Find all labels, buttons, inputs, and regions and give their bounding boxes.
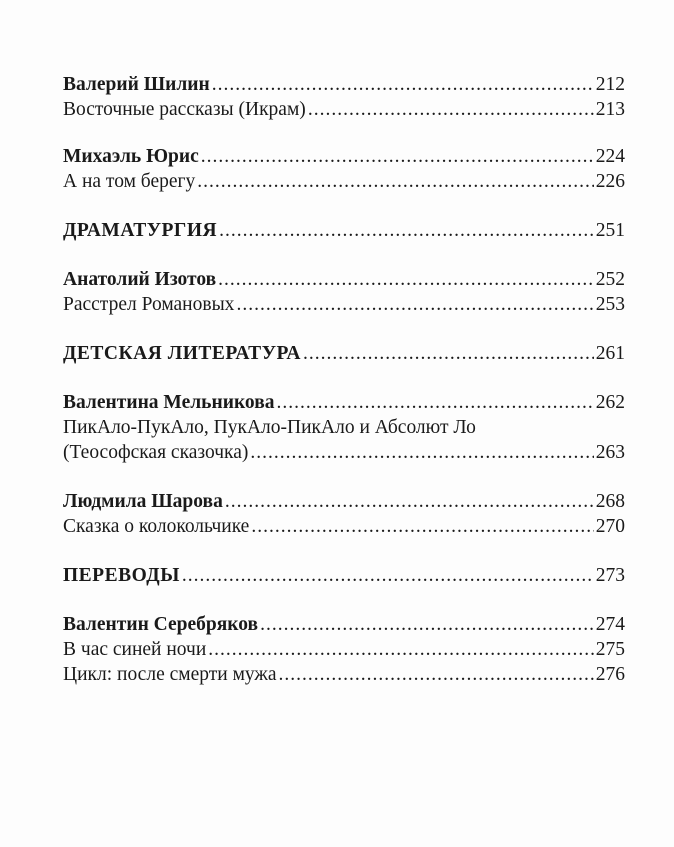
toc-entry-title: Анатолий Изотов: [63, 269, 217, 290]
dot-leader: [251, 514, 593, 539]
toc-entry-page: 226: [595, 171, 625, 192]
toc-entry-work: [63, 169, 625, 194]
toc-entry-author: [63, 144, 625, 169]
toc-entry-page: 224: [595, 146, 625, 167]
spacer: [63, 122, 625, 144]
toc-section-heading: [63, 218, 625, 243]
spacer: [63, 588, 625, 612]
table-of-contents: [63, 72, 625, 687]
toc-entry-page: 261: [595, 343, 625, 364]
toc-entry-work: [63, 637, 625, 662]
dot-leader: [225, 489, 594, 514]
toc-entry-page: 268: [595, 491, 625, 512]
spacer: [63, 539, 625, 563]
dot-leader: [182, 563, 594, 588]
toc-entry-title: В час синей ночи: [63, 639, 207, 660]
dot-leader: [212, 72, 594, 97]
dot-leader: [236, 292, 593, 317]
toc-entry-page: 270: [595, 516, 625, 537]
spacer: [63, 317, 625, 341]
toc-entry-page: 251: [595, 220, 625, 241]
toc-entry-work: [63, 514, 625, 539]
dot-leader: [279, 662, 594, 687]
toc-entry-title: А на том берегу: [63, 171, 196, 192]
toc-entry-title: Валерий Шилин: [63, 74, 210, 95]
toc-section-heading: [63, 341, 625, 366]
toc-entry-title: Расстрел Романовых: [63, 294, 235, 315]
toc-entry-work-line: ПикАло-ПукАло, ПукАло-ПикАло и Абсолют Ло: [63, 417, 476, 438]
toc-section-title: ДЕТСКАЯ ЛИТЕРАТУРА: [63, 343, 302, 364]
toc-entry-work: [63, 97, 625, 122]
dot-leader: [201, 144, 594, 169]
spacer: [63, 243, 625, 267]
toc-entry-title: Валентин Серебряков: [63, 614, 259, 635]
toc-section-heading: [63, 563, 625, 588]
dot-leader: [219, 218, 594, 243]
dot-leader: [308, 97, 594, 122]
toc-entry-page: 274: [595, 614, 625, 635]
dot-leader: [218, 267, 594, 292]
spacer: [63, 194, 625, 218]
toc-entry-page: 253: [595, 294, 625, 315]
dot-leader: [303, 341, 594, 366]
spacer: [63, 366, 625, 390]
toc-entry-page: 252: [595, 269, 625, 290]
toc-entry-title: Людмила Шарова: [63, 491, 223, 512]
dot-leader: [276, 390, 593, 415]
toc-entry-page: 212: [595, 74, 625, 95]
toc-entry-author: [63, 489, 625, 514]
toc-entry-author: [63, 612, 625, 637]
toc-entry-title: Михаэль Юрис: [63, 146, 199, 167]
toc-entry-page: 263: [595, 442, 625, 463]
toc-entry-author: [63, 72, 625, 97]
dot-leader: [197, 169, 593, 194]
toc-entry-page: 273: [595, 565, 625, 586]
toc-entry-work: [63, 292, 625, 317]
toc-section-title: ПЕРЕВОДЫ: [63, 565, 180, 586]
dot-leader: [250, 440, 593, 465]
toc-entry-work: [63, 440, 625, 465]
toc-entry-page: 275: [595, 639, 625, 660]
toc-entry-author: [63, 390, 625, 415]
toc-entry-author: [63, 267, 625, 292]
toc-entry-work: [63, 662, 625, 687]
dot-leader: [260, 612, 594, 637]
toc-entry-title: Цикл: после смерти мужа: [63, 664, 277, 685]
toc-entry-title: (Теософская сказочка): [63, 442, 249, 463]
spacer: [63, 465, 625, 489]
dot-leader: [208, 637, 593, 662]
toc-entry-title: Сказка о колокольчике: [63, 516, 250, 537]
toc-entry-page: 213: [595, 99, 625, 120]
toc-entry-page: 276: [595, 664, 625, 685]
toc-entry-title: Восточные рассказы (Икрам): [63, 99, 306, 120]
toc-entry-page: 262: [595, 392, 625, 413]
toc-entry-title: Валентина Мельникова: [63, 392, 275, 413]
toc-section-title: ДРАМАТУРГИЯ: [63, 220, 218, 241]
